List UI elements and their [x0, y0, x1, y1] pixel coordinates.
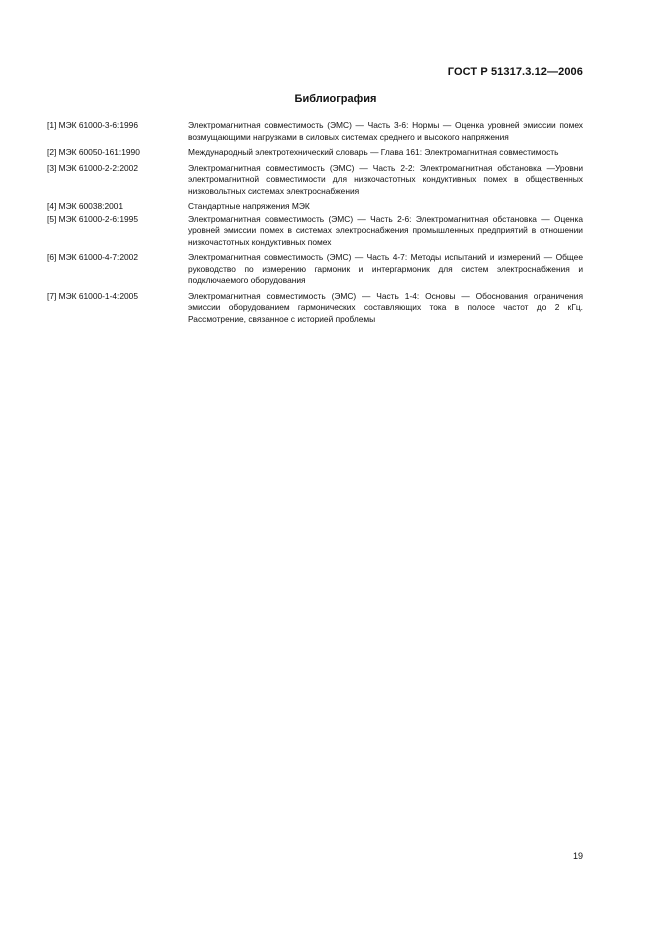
bibliography-entry — [47, 252, 583, 287]
entry-description: Международный электротехнический словарь — Глава 161: Электромагнитная совместимость — [188, 147, 559, 157]
entry-description: Электромагнитная совместимость (ЭМС) — Часть 3-6: Нормы — Оценка уровней эмиссии помех возмущающими нагрузками в силовых системах среднего и высокого напряжения — [188, 120, 583, 142]
entry-reference: [4] МЭК 60038:2001 — [47, 201, 124, 211]
bibliography-list — [47, 120, 583, 329]
bibliography-entry — [47, 147, 583, 159]
entry-reference: [3] МЭК 61000-2-2:2002 — [47, 162, 138, 173]
document-code: ГОСТ Р 51317.3.12—2006 — [447, 66, 583, 78]
entry-reference: [1] МЭК 61000-3-6:1996 — [47, 120, 138, 130]
entry-reference: [7] МЭК 61000-1-4:2005 — [47, 290, 138, 301]
bibliography-entry — [47, 163, 583, 198]
bibliography-entry — [47, 214, 583, 249]
entry-reference: [5] МЭК 61000-2-6:1995 — [47, 213, 138, 224]
entry-description: Электромагнитная совместимость (ЭМС) — Часть 1-4: Основы — Обоснования ограничения эмиссии оборудованием гармонических составляющих тока в полосе частот до 2 кГц. Рассмотрение, связанное с историей проблемы — [188, 290, 583, 324]
bibliography-entry — [47, 120, 583, 143]
entry-description: Электромагнитная совместимость (ЭМС) — Часть 4-7: Методы испытаний и измерений — Общее руководство по измерению гармоник и интергармоник для систем электроснабжения и подключаемого оборудования — [188, 252, 583, 285]
bibliography-entry — [47, 291, 583, 326]
section-title: Библиография — [294, 93, 377, 105]
entry-description: Электромагнитная совместимость (ЭМС) — Часть 2-6: Электромагнитная обстановка — Оценка уровней эмиссии помех в системах электроснабжения промышленных предприятий в отношении низкочастотных кондуктивных помех — [188, 213, 583, 247]
entry-reference: [6] МЭК 61000-4-7:2002 — [47, 252, 138, 262]
page-number: 19 — [572, 851, 583, 861]
entry-reference: [2] МЭК 60050-161:1990 — [47, 147, 140, 157]
entry-description: Стандартные напряжения МЭК — [188, 201, 310, 211]
entry-description: Электромагнитная совместимость (ЭМС) — Часть 2-2: Электромагнитная обстановка —Уровни электромагнитной совместимости для низкочастотных кондуктивных помех в общественных низковольтных системах электроснабжения — [188, 162, 583, 196]
bibliography-entry — [47, 201, 583, 213]
